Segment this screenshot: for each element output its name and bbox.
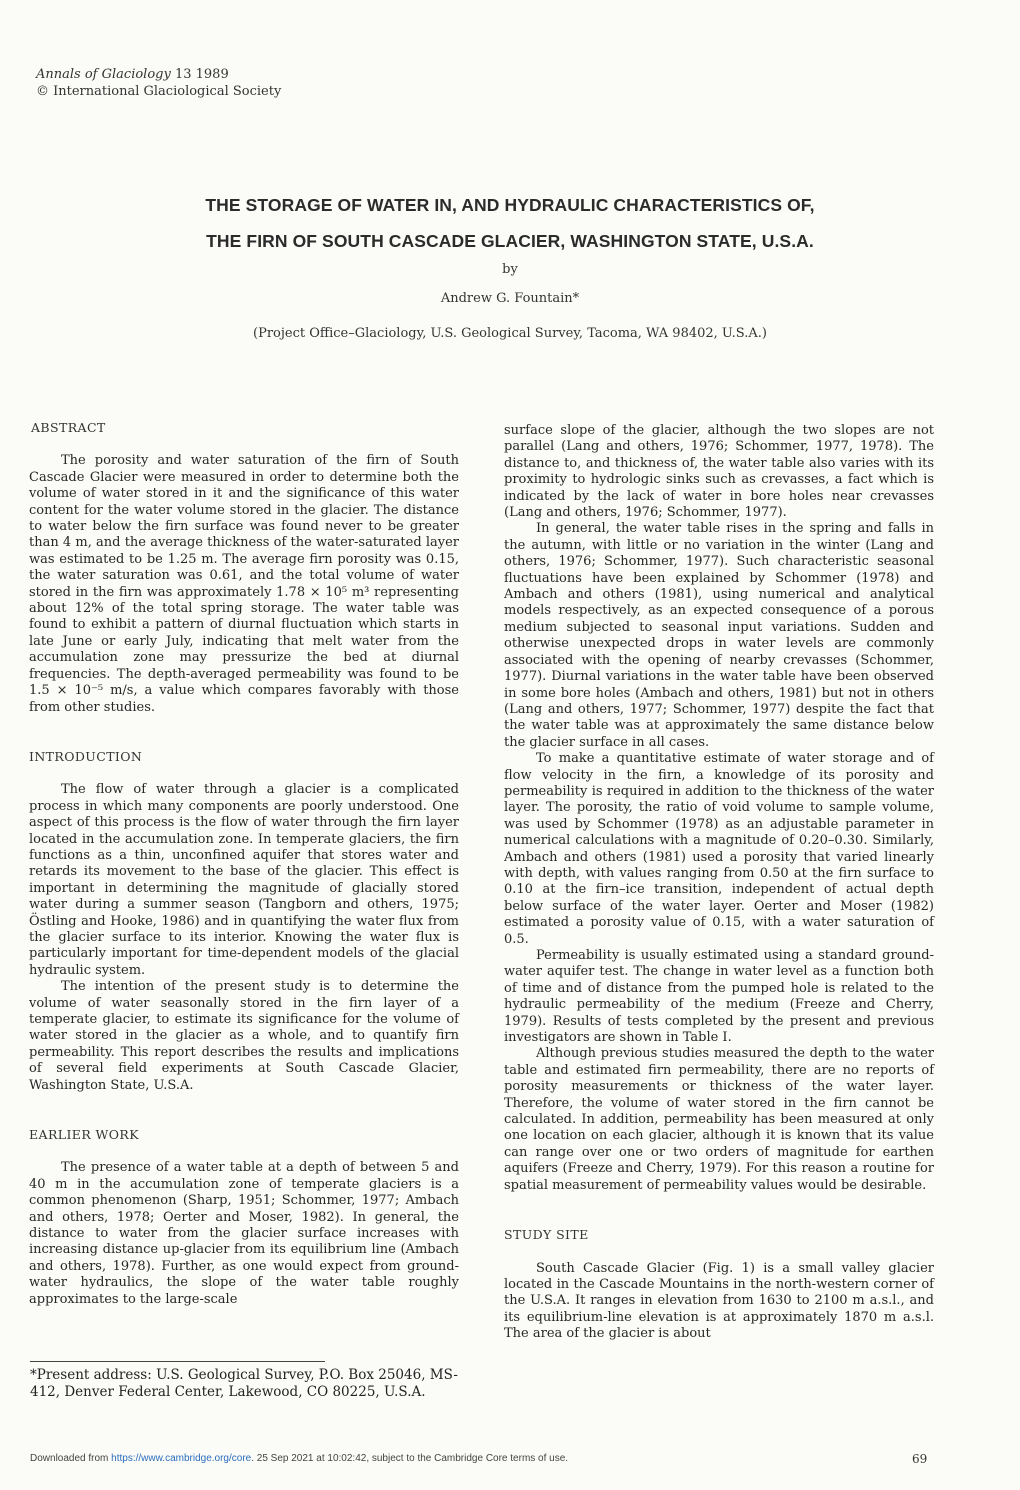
earlier-work-paragraph: In general, the water table rises in the spring and falls in the autumn, with little or no variation in the winter (Lang and others, 1976; Schommer, 1977). Such characteristic seasonal fluctuations have been explained by Schommer (1978) and Ambach and others (1981), using numerical and analytical models respectively, as an expected consequence of a porous medium subjected to seasonal input variations. Sudden and otherwise unexpected drops in water levels are commonly associated with the opening of nearby crevasses (Schommer, 1977). Diurnal variations in the water table have been observed in some bore holes (Ambach and others, 1981) but not in others (Lang and others, 1977; Schommer, 1977) despite the fact that the water table was at approximately the same distance below the glacier surface in all cases. — [504, 521, 934, 750]
footnote: *Present address: U.S. Geological Survey, P.O. Box 25046, MS-412, Denver Federal Center, Lakewood, CO 80225, U.S.A. — [30, 1367, 458, 1400]
study-site-heading: STUDY SITE — [504, 1227, 589, 1243]
journal-name: Annals of Glaciology — [36, 67, 171, 82]
download-prefix: Downloaded from — [30, 1453, 112, 1464]
introduction-paragraph: The intention of the present study is to determine the volume of water seasonally stored in the firn layer of a temperate glacier, to estimate its significance for the volume of water stored in the glacier as a whole, and to quantify firn permeability. This report describes the results and implications of several field experiments at South Cascade Glacier, Washington State, U.S.A. — [29, 979, 459, 1093]
byline: by — [502, 262, 518, 277]
title-line-1: THE STORAGE OF WATER IN, AND HYDRAULIC CHARACTERISTICS OF, — [205, 195, 815, 215]
earlier-work-paragraph: The presence of a water table at a depth of between 5 and 40 m in the accumulation zone of temperate glaciers is a common phenomenon (Sharp, 1951; Schommer, 1977; Ambach and others, 1978; Oerter and Moser, 1982). In general, the distance to water from the glacier surface increases with increasing distance up-glacier from its equilibrium line (Ambach and others, 1978). Further, as one would expect from ground-water hydraulics, the slope of the water table roughly approximates to the large-scale — [29, 1160, 459, 1307]
earlier-work-paragraph: Permeability is usually estimated using a standard ground-water aquifer test. The change in water level as a function both of time and of distance from the pumped hole is related to the hydraulic permeability of the medium (Freeze and Cherry, 1979). Results of tests completed by the present and previous investigators are shown in Table I. — [504, 948, 934, 1046]
earlier-work-heading: EARLIER WORK — [29, 1127, 139, 1143]
introduction-paragraph: The flow of water through a glacier is a complicated process in which many components are poorly understood. One aspect of this process is the flow of water through the firn layer located in the accumulation zone. In temperate glaciers, the firn functions as a thin, unconfined aquifer that stores water and retards its movement to the base of the glacier. This effect is important in determining the magnitude of glacially stored water during a summer season (Tangborn and others, 1975; Östling and Hooke, 1986) and in quantifying the water flux from the glacier surface to its interior. Knowing the water flux is particularly important for time-dependent models of the glacial hydraulic system. — [29, 782, 459, 978]
title-line-2: THE FIRN OF SOUTH CASCADE GLACIER, WASHINGTON STATE, U.S.A. — [206, 231, 814, 251]
page-number: 69 — [912, 1452, 928, 1466]
abstract-heading: ABSTRACT — [31, 420, 106, 435]
paper-title — [60, 187, 960, 259]
earlier-work-paragraph: To make a quantitative estimate of water storage and of flow velocity in the firn, a knowledge of its porosity and permeability is required in addition to the thickness of the water layer. The porosity, the ratio of void volume to sample volume, was used by Schommer (1978) as an adjustable parameter in numerical calculations with a magnitude of 0.20–0.30. Similarly, Ambach and others (1981) used a porosity that varied linearly with depth, with values ranging from 0.50 at the firn surface to 0.10 at the firn–ice transition, independent of actual depth below surface of the water layer. Oerter and Moser (1982) estimated a porosity value of 0.15, with a water saturation of 0.5. — [504, 751, 934, 947]
copyright-line: © International Glaciological Society — [36, 84, 282, 99]
journal-header — [36, 66, 281, 100]
abstract-text: The porosity and water saturation of the firn of South Cascade Glacier were measured in order to determine both the volume of water stored in it and the significance of this water content for the water volume stored in the glacier. The distance to water below the firn surface was found never to be greater than 4 m, and the average thickness of the water-saturated layer was estimated to be 1.25 m. The average firn porosity was 0.15, the water saturation was 0.61, and the total volume of water stored in the firn was approximately 1.78 × 10⁵ m³ representing about 12% of the total spring storage. The water table was found to exhibit a pattern of diurnal fluctuation which starts in late June or early July, indicating that melt water from the accumulation zone may pressurize the bed at diurnal frequencies. The depth-averaged permeability was found to be 1.5 × 10⁻⁵ m/s, a value which compares favorably with those from other studies. — [29, 453, 459, 715]
download-notice — [30, 1453, 568, 1464]
author-name: Andrew G. Fountain* — [440, 291, 580, 306]
journal-volume-year: 13 1989 — [170, 67, 229, 82]
author-affiliation: (Project Office–Glaciology, U.S. Geological Survey, Tacoma, WA 98402, U.S.A.) — [253, 326, 767, 341]
right-column — [504, 423, 934, 1343]
download-suffix: . 25 Sep 2021 at 10:02:42, subject to the Cambridge Core terms of use. — [251, 1453, 569, 1464]
study-site-paragraph: South Cascade Glacier (Fig. 1) is a small valley glacier located in the Cascade Mountains in the north-western corner of the U.S.A. It ranges in elevation from 1630 to 2100 m a.s.l., and its equilibrium-line elevation is at approximately 1870 m a.s.l. The area of the glacier is about — [504, 1260, 934, 1342]
earlier-work-paragraph: Although previous studies measured the depth to the water table and estimated firn permeability, there are no reports of porosity measurements or thickness of the water layer. Therefore, the volume of water stored in the firn cannot be calculated. In addition, permeability has been measured at only one location on each glacier, although it is known that its value can range over one or two orders of magnitude for earthen aquifers (Freeze and Cherry, 1979). For this reason a routine for spatial measurement of permeability values would be desirable. — [504, 1046, 934, 1193]
cambridge-core-link[interactable]: https://www.cambridge.org/core — [111, 1453, 252, 1464]
left-column — [29, 420, 459, 1308]
earlier-work-paragraph: surface slope of the glacier, although the two slopes are not parallel (Lang and others, 1976; Schommer, 1977, 1978). The distance to, and thickness of, the water table also varies with its proximity to hydrologic sinks such as crevasses, a fact which is indicated by the lack of water in bore holes near crevasses (Lang and others, 1976; Schommer, 1977). — [504, 423, 934, 521]
footnote-rule — [30, 1361, 325, 1362]
introduction-heading: INTRODUCTION — [29, 748, 143, 764]
journal-citation — [36, 66, 281, 83]
